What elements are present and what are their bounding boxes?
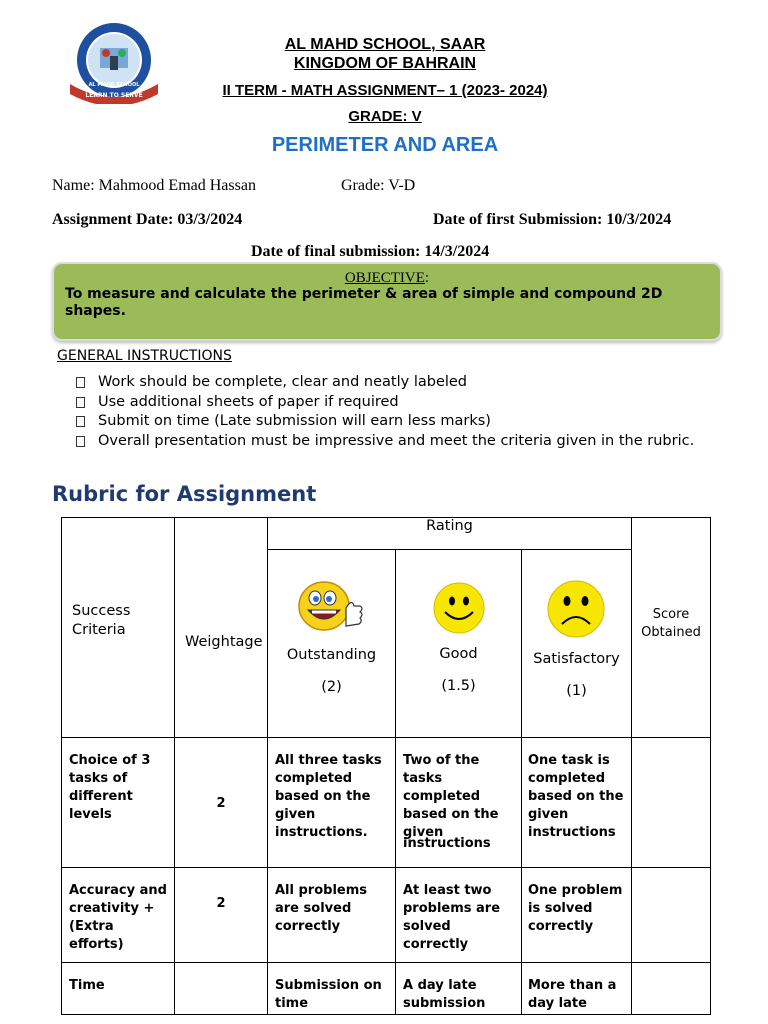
- topic-title: PERIMETER AND AREA: [271, 134, 499, 156]
- rating-label: Rating: [426, 518, 473, 534]
- outstanding-text: All problems are solved correctly: [275, 883, 368, 934]
- good-cell: [396, 963, 522, 1015]
- good-cell: [396, 738, 522, 868]
- bullet-box-icon: [76, 436, 85, 447]
- good-text: Two of the tasks completed based on the given: [403, 753, 499, 840]
- objective-box: [52, 262, 722, 341]
- score-obtained-label: Score Obtained: [641, 607, 701, 640]
- outstanding-cell: [268, 738, 396, 868]
- success-criteria-header: [62, 518, 175, 738]
- rubric-title: Rubric for Assignment: [52, 482, 317, 506]
- criterion-cell: [62, 963, 175, 1015]
- bullet-box-icon: [76, 377, 85, 388]
- country-name: KINGDOM OF BAHRAIN: [293, 55, 477, 72]
- level-outstanding: [268, 550, 396, 738]
- student-grade: Grade: V-D: [341, 177, 416, 194]
- instruction-item: [76, 373, 716, 393]
- rating-header: [268, 518, 632, 550]
- outstanding-text: Submission on time: [275, 978, 382, 1011]
- weightage-header: [175, 518, 268, 738]
- assignment-term-title: II TERM - MATH ASSIGNMENT– 1 (2023- 2024): [222, 82, 548, 99]
- level-satisfactory: [522, 550, 632, 738]
- instruction-item: [76, 393, 716, 413]
- objective-text: To measure and calculate the perimeter & area of simple and compound 2D shapes.: [65, 286, 663, 319]
- first-submission-date: [433, 211, 671, 229]
- general-instructions-title: GENERAL INSTRUCTIONS: [57, 348, 232, 364]
- objective-colon: :: [424, 270, 430, 286]
- satisfactory-cell: [522, 868, 632, 963]
- final-submission-date: Date of final submission: 14/3/2024: [251, 243, 490, 260]
- bullet-box-icon: [76, 397, 85, 408]
- level-name: Outstanding: [286, 647, 377, 663]
- outstanding-cell: [268, 963, 396, 1015]
- svg-text:AL MAHD SCHOOL: AL MAHD SCHOOL: [88, 82, 140, 88]
- success-criteria-label: Success Criteria: [72, 603, 131, 638]
- satisfactory-text: One task is completed based on the given instructions: [528, 753, 624, 840]
- criterion-text: Accuracy and creativity + (Extra efforts): [69, 883, 167, 952]
- satisfactory-text: More than a day late: [528, 978, 617, 1011]
- score-header: [632, 518, 711, 738]
- score-cell[interactable]: [632, 963, 711, 1015]
- score-cell[interactable]: [632, 738, 711, 868]
- weight-cell: [175, 868, 268, 963]
- weight-cell: [175, 738, 268, 868]
- criterion-text: Time: [69, 978, 105, 993]
- objective-title: [54, 270, 720, 287]
- weight-value: 2: [216, 896, 226, 911]
- table-row: [62, 868, 711, 963]
- school-logo: [64, 20, 164, 104]
- table-row: [62, 963, 711, 1015]
- instruction-item: [76, 432, 716, 452]
- instructions-list: [76, 373, 716, 451]
- grade-heading: GRADE: V: [348, 108, 422, 125]
- rubric-table: [61, 517, 711, 1015]
- score-cell[interactable]: [632, 868, 711, 963]
- instruction-text: Overall presentation must be impressive and meet the criteria given in the rubric.: [98, 432, 695, 449]
- objective-label: OBJECTIVE: [344, 270, 425, 286]
- outstanding-cell: [268, 868, 396, 963]
- table-row: [62, 738, 711, 868]
- level-points: (2): [321, 679, 342, 695]
- good-text: A day late submission: [403, 978, 486, 1011]
- assignment-date-value: : 03/3/2024: [168, 211, 243, 228]
- assignment-date-label: Assignment Date: [52, 211, 168, 228]
- school-name: AL MAHD SCHOOL, SAAR: [284, 36, 486, 53]
- satisfactory-text: One problem is solved correctly: [528, 883, 623, 934]
- smiley-face-icon: [433, 582, 485, 634]
- assignment-date: [52, 211, 242, 229]
- level-points: (1.5): [441, 678, 476, 694]
- outstanding-text: All three tasks completed based on the given instructions.: [275, 753, 382, 840]
- level-points: (1): [566, 683, 587, 699]
- weight-cell: [175, 963, 268, 1015]
- criterion-cell: [62, 868, 175, 963]
- smiley-thumbs-up-icon: [296, 578, 366, 634]
- level-name: Good: [439, 646, 478, 662]
- weightage-label: Weightage: [185, 634, 263, 650]
- level-good: [396, 550, 522, 738]
- first-submission-label: Date of first Submission: [433, 211, 598, 228]
- satisfactory-cell: [522, 963, 632, 1015]
- good-text-extra: instructions: [403, 836, 491, 851]
- first-submission-value: : 10/3/2024: [597, 211, 672, 228]
- sad-face-icon: [545, 580, 607, 638]
- student-name: Name: Mahmood Emad Hassan: [52, 177, 256, 194]
- level-name: Satisfactory: [533, 651, 620, 667]
- good-text: At least two problems are solved correctly: [403, 883, 501, 952]
- bullet-box-icon: [76, 416, 85, 427]
- svg-text:LEARN TO SERVE: LEARN TO SERVE: [85, 92, 143, 99]
- weight-value: 2: [216, 796, 226, 811]
- good-cell: [396, 868, 522, 963]
- instruction-text: Submit on time (Late submission will earn less marks): [98, 413, 491, 429]
- instruction-item: [76, 412, 716, 432]
- criterion-text: Choice of 3 tasks of different levels: [69, 753, 151, 822]
- instruction-text: Use additional sheets of paper if required: [98, 393, 399, 410]
- instruction-text: Work should be complete, clear and neatly labeled: [98, 374, 468, 390]
- criterion-cell: [62, 738, 175, 868]
- satisfactory-cell: [522, 738, 632, 868]
